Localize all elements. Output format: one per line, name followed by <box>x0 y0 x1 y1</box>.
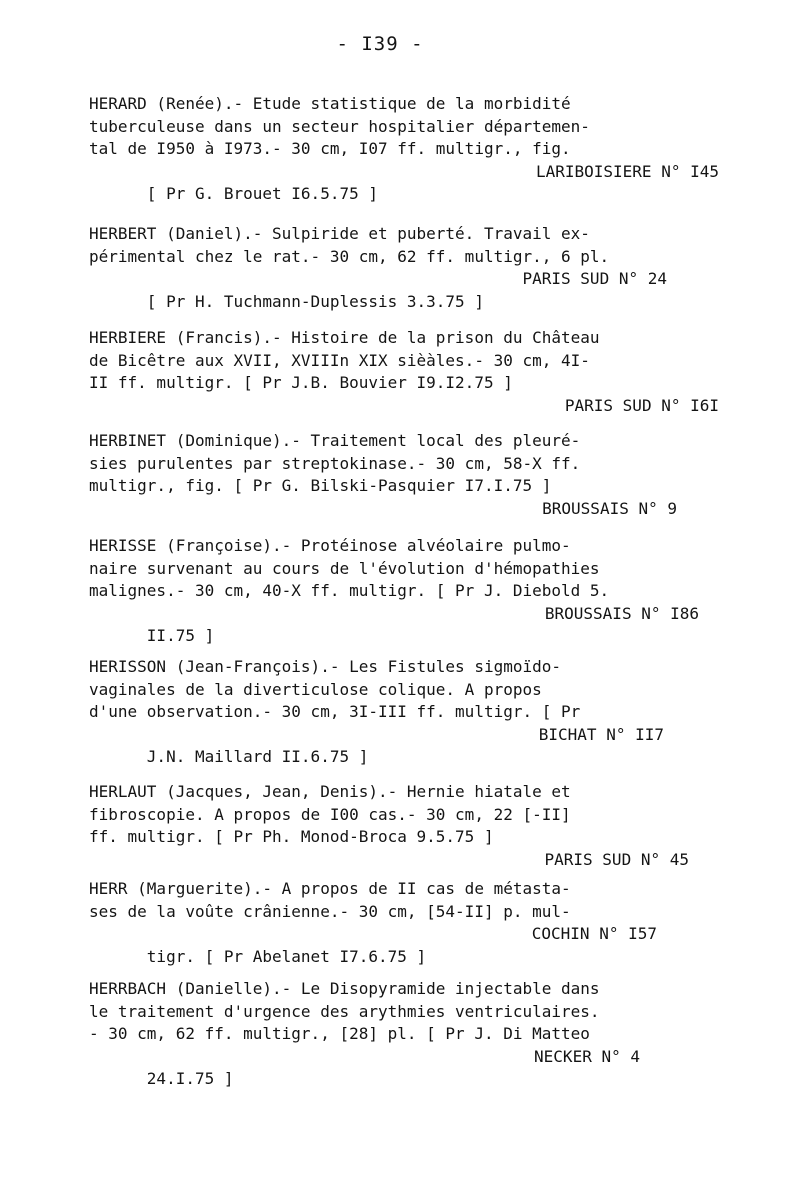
thesis-entry <box>89 535 719 645</box>
entry-text-line: HERBERT (Daniel).- Sulpiride et puberté. Travail ex- <box>89 224 590 243</box>
entry-text-line: multigr., fig. [ Pr G. Bilski-Pasquier I7.I.75 ] <box>89 476 552 495</box>
entry-text-line: II.75 ] <box>146 626 215 645</box>
entry-text-line: HERISSON (Jean-François).- Les Fistules sigmoïdo- <box>89 657 562 676</box>
thesis-entry <box>89 327 719 417</box>
entry-text-line: [ Pr H. Tuchmann-Duplessis 3.3.75 ] <box>146 291 484 311</box>
entry-text-line: 24.I.75 ] <box>146 1069 234 1088</box>
entry-text-line: le traitement d'urgence des arythmies ventriculaires. <box>89 1001 600 1021</box>
entry-text-line: tal de I950 à I973.- 30 cm, I07 ff. multigr., fig. <box>89 139 571 158</box>
entry-text-line: - 30 cm, 62 ff. multigr., [28] pl. [ Pr J. Di Matteo <box>89 1024 590 1043</box>
entry-text-line: tigr. [ Pr Abelanet I7.6.75 ] <box>146 946 427 966</box>
entry-text-line: tuberculeuse dans un secteur hospitalier départemen- <box>89 116 590 136</box>
entry-text-line: ff. multigr. [ Pr Ph. Monod-Broca 9.5.75 ] <box>89 827 494 846</box>
entry-text-line: malignes.- 30 cm, 40-X ff. multigr. [ Pr J. Diebold 5. <box>89 581 610 600</box>
institution-reference: BICHAT N° II7 <box>538 724 664 744</box>
thesis-entry <box>89 93 719 203</box>
entry-text-line: de Bicêtre aux XVII, XVIIIn XIX sièàles.- 30 cm, 4I- <box>89 350 590 370</box>
entry-text-line: ses de la voûte crânienne.- 30 cm, [54-II] p. mul- <box>89 901 571 921</box>
institution-reference: PARIS SUD N° 45 <box>544 849 689 869</box>
institution-reference: BROUSSAIS N° I86 <box>544 603 699 623</box>
entry-text-line: périmental chez le rat.- 30 cm, 62 ff. multigr., 6 pl. <box>89 246 610 266</box>
entry-text-line: HERBINET (Dominique).- Traitement local des pleuré- <box>89 431 581 450</box>
page-number: - I39 - <box>336 33 424 55</box>
entry-text-line: HERARD (Renée).- Etude statistique de la morbidité <box>89 94 571 113</box>
entry-text-line: vaginales de la diverticulose colique. A propos <box>89 679 542 699</box>
institution-reference: LARIBOISIERE N° I45 <box>535 161 719 181</box>
institution-reference: PARIS SUD N° 24 <box>522 269 667 288</box>
thesis-entry <box>89 223 719 311</box>
entry-text-line: HERBIERE (Francis).- Histoire de la prison du Château <box>89 328 600 347</box>
entry-text-line: sies purulentes par streptokinase.- 30 cm, 58-X ff. <box>89 453 581 473</box>
entry-text-line: II ff. multigr. [ Pr J.B. Bouvier I9.I2.75 ] <box>89 373 513 392</box>
entry-text-line: HERLAUT (Jacques, Jean, Denis).- Hernie hiatale et <box>89 782 571 801</box>
thesis-entry <box>89 878 719 966</box>
entry-text-line: naire survenant au cours de l'évolution d'hémopathies <box>89 558 600 578</box>
entry-text-line: [ Pr G. Brouet I6.5.75 ] <box>146 184 378 203</box>
entry-text-line: HERISSE (Françoise).- Protéinose alvéolaire pulmo- <box>89 536 571 555</box>
thesis-entry <box>89 656 719 766</box>
thesis-entry <box>89 430 719 520</box>
entry-text-line: J.N. Maillard II.6.75 ] <box>146 747 369 766</box>
entry-text-line: fibroscopie. A propos de I00 cas.- 30 cm, 22 [-II] <box>89 804 571 824</box>
entry-text-line: HERR (Marguerite).- A propos de II cas de métasta- <box>89 879 571 898</box>
institution-reference: BROUSSAIS N° 9 <box>542 498 677 518</box>
institution-reference: COCHIN N° I57 <box>531 924 657 943</box>
thesis-entry <box>89 978 719 1088</box>
institution-reference: NECKER N° 4 <box>534 1046 640 1066</box>
entry-text-line: HERRBACH (Danielle).- Le Disopyramide injectable dans <box>89 979 600 998</box>
institution-reference: PARIS SUD N° I6I <box>564 395 719 415</box>
thesis-entry <box>89 781 719 871</box>
entry-text-line: d'une observation.- 30 cm, 3I-III ff. multigr. [ Pr <box>89 702 581 721</box>
